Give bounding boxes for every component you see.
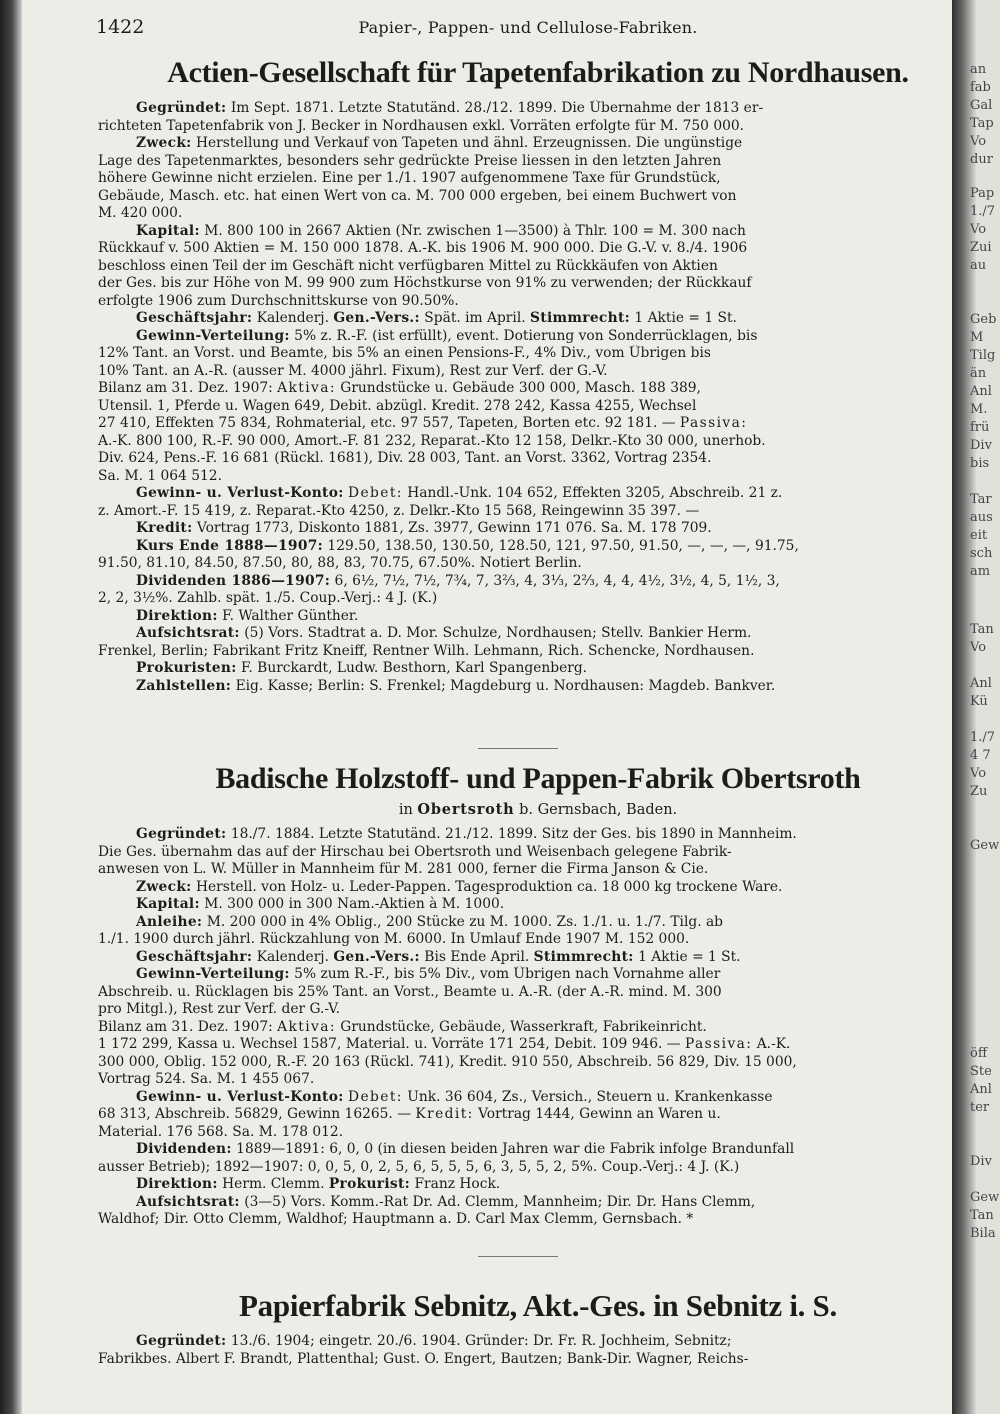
running-title: Papier-, Pappen- und Cellulose-Fabriken. (358, 18, 698, 37)
text-line: Gewinn-Verteilung: 5% z. R.-F. (ist erfüllt), event. Dotierung von Sonderrücklagen, bis (136, 327, 758, 344)
text-line: Frenkel, Berlin; Fabrikant Fritz Kneiff, Rentner Wilh. Lehmann, Rich. Schencke, Nordhausen. (98, 642, 755, 659)
margin-fragment: dur (970, 152, 993, 167)
text-line: pro Mitgl.), Rest zur Verf. der G.-V. (98, 1001, 341, 1017)
text-line: Utensil. 1, Pferde u. Wagen 649, Debit. abzügl. Kredit. 278 242, Kassa 4255, Wechsel (98, 397, 697, 414)
text-line: Zweck: Herstellung und Verkauf von Tapeten und ähnl. Erzeugnissen. Die ungünstige (136, 135, 743, 151)
text-line: 68 313, Abschreib. 56829, Gewinn 16265. — Kredit: Vortrag 1444, Gewinn an Waren u. (98, 1106, 721, 1122)
text-line: Gewinn- u. Verlust-Konto: Debet: Handl.-Unk. 104 652, Effekten 3205, Abschreib. 21 z. (136, 485, 783, 501)
margin-fragment: Tan (970, 1208, 994, 1223)
text-line: beschloss einen Teil der im Geschäft nicht verfügbaren Mittel zu Rückkäufen von Aktien (98, 257, 718, 274)
text-line: Kurs Ende 1888—1907: 129.50, 138.50, 130.50, 128.50, 121, 97.50, 91.50, —, —, —, 91.75, (136, 537, 799, 554)
margin-fragment: Bila (970, 1226, 996, 1241)
margin-fragment: Tar (970, 492, 992, 507)
text-line: Geschäftsjahr: Kalenderj. Gen.-Vers.: Spät. im April. Stimmrecht: 1 Aktie = 1 St. (136, 310, 737, 326)
margin-fragment: Pap (970, 186, 995, 201)
margin-fragment: Div (970, 438, 992, 453)
text-line: Aufsichtsrat: (5) Vors. Stadtrat a. D. Mor. Schulze, Nordhausen; Stellv. Bankier Herm. (136, 625, 752, 641)
text-line: Zweck: Herstell. von Holz- u. Leder-Pappen. Tagesproduktion ca. 18 000 kg trockene Ware. (136, 878, 783, 895)
margin-fragment: Gew (970, 1190, 1000, 1205)
text-line: 1 172 299, Kassa u. Wechsel 1587, Material. u. Vorräte 171 254, Debit. 109 946. — Passiva: A.-K. (98, 1036, 791, 1052)
margin-fragment: aus (970, 510, 993, 525)
margin-fragment: Vo (970, 640, 987, 655)
text-line: Aufsichtsrat: (3—5) Vors. Komm.-Rat Dr. Ad. Clemm, Mannheim; Dir. Dr. Hans Clemm, (136, 1193, 756, 1210)
text-line: Direktion: F. Walther Günther. (136, 607, 359, 624)
text-line: 2, 2, 3½%. Zahlb. spät. 1./5. Coup.-Verj.: 4 J. (K.) (98, 590, 438, 606)
text-line: Gegründet: Im Sept. 1871. Letzte Statutänd. 28./12. 1899. Die Übernahme der 1813 er- (136, 100, 764, 116)
text-line: Dividenden: 1889—1891: 6, 0, 0 (in diesen beiden Jahren war die Fabrik infolge Brandunfall (136, 1141, 795, 1157)
text-line: Gewinn- u. Verlust-Konto: Debet: Unk. 36 604, Zs., Versich., Steuern u. Krankenkasse (136, 1088, 773, 1105)
text-line: 10% Tant. an A.-R. (ausser M. 4000 jährl. Fixum), Rest zur Verf. der G.-V. (98, 362, 608, 379)
margin-fragment: ter (970, 1100, 990, 1115)
text-line: Gegründet: 13./6. 1904; eingetr. 20./6. 1904. Gründer: Dr. Fr. R. Jochheim, Sebnitz; (136, 1333, 732, 1349)
margin-fragment: Zui (970, 240, 992, 255)
text-line: 12% Tant. an Vorst. und Beamte, bis 5% an einen Pensions-F., 4% Div., vom Übrigen bis (98, 345, 711, 361)
subtitle-prefix: in (398, 802, 413, 818)
text-line: Lage des Tapetenmarktes, besonders sehr gedrückte Preise liessen in den letzten Jahren (98, 152, 722, 169)
margin-fragment: Div (970, 1154, 992, 1169)
text-line: Anleihe: M. 200 000 in 4% Oblig., 200 Stücke zu M. 1000. Zs. 1./1. u. 1./7. Tilg. ab (136, 913, 724, 930)
margin-fragment: Anl (970, 1082, 992, 1097)
text-line: anwesen von L. W. Müller in Mannheim für M. 281 000, ferner die Firma Janson & Cie. (98, 861, 709, 877)
text-line: Die Ges. übernahm das auf der Hirschau bei Obertsroth und Weisenbach gelegene Fabrik- (98, 843, 732, 860)
margin-fragment: 1./7 (970, 730, 996, 745)
margin-fragment: Ste (970, 1064, 992, 1079)
text-line: Zahlstellen: Eig. Kasse; Berlin: S. Frenkel; Magdeburg u. Nordhausen: Magdeb. Bankver. (136, 677, 776, 694)
text-line: 300 000, Oblig. 152 000, R.-F. 20 163 (Rückl. 741), Kredit. 910 550, Abschreib. 56 829, Div. 15 000, (98, 1053, 797, 1070)
text-line: Gebäude, Masch. etc. hat einen Wert von ca. M. 700 000 ergeben, bei einem Buchwert von (98, 187, 737, 204)
text-line: richteten Tapetenfabrik von J. Becker in Nordhausen exkl. Vorräten erfolgte für M. 750 000. (98, 117, 745, 134)
text-line: Fabrikbes. Albert F. Brandt, Plattenthal; Gust. O. Engert, Bautzen; Bank-Dir. Wagner, Reichs- (98, 1350, 749, 1367)
text-line: M. 420 000. (98, 205, 183, 221)
margin-fragment: 1./7 (970, 204, 996, 219)
margin-fragment: eit (970, 528, 988, 543)
text-line: Waldhof; Dir. Otto Clemm, Waldhof; Hauptmann a. D. Carl Max Clemm, Gernsbach. * (98, 1211, 694, 1227)
running-head (96, 16, 960, 44)
section-divider (478, 1256, 558, 1257)
subtitle-suffix: b. Gernsbach, Baden. (519, 802, 678, 818)
text-line: erfolgte 1906 zum Durchschnittskurse von 90.50%. (98, 292, 459, 309)
margin-fragment: Gew (970, 838, 1000, 853)
margin-fragment: öff (970, 1046, 988, 1061)
margin-fragment: bis (970, 456, 990, 471)
margin-fragment: au (970, 258, 987, 273)
entry-subtitle (98, 801, 978, 818)
margin-fragment: Gal (970, 98, 993, 113)
text-line: Abschreib. u. Rücklagen bis 25% Tant. an Vorst., Beamte u. A.-R. (der A.-R. mind. M. 300 (98, 983, 722, 1000)
text-line: Gegründet: 18./7. 1884. Letzte Statutänd. 21./12. 1899. Sitz der Ges. bis 1890 in Mannheim. (136, 826, 797, 842)
text-line: Dividenden 1886—1907: 6, 6½, 7½, 7½, 7¾, 7, 3⅔, 4, 3⅓, 2⅔, 4, 4, 4½, 3½, 4, 5, 1½, 3, (136, 572, 780, 589)
entry-title: Papierfabrik Sebnitz, Akt.-Ges. in Sebnitz i. S. (239, 1288, 837, 1323)
margin-fragment: am (970, 564, 991, 579)
margin-fragment: än (970, 366, 987, 381)
subtitle-place: Obertsroth (417, 801, 515, 818)
text-line: Bilanz am 31. Dez. 1907: Aktiva: Grundstücke u. Gebäude 300 000, Masch. 188 389, (98, 380, 701, 396)
entry-body (98, 100, 978, 695)
text-line: z. Amort.-F. 15 419, z. Reparat.-Kto 4250, z. Delkr.-Kto 15 568, Reingewinn 35 397. — (98, 502, 700, 519)
margin-fragment: Tan (970, 622, 994, 637)
binding-gutter (0, 0, 22, 1414)
margin-fragment: Anl (970, 384, 992, 399)
entry-body (98, 826, 978, 1229)
margin-fragment: Vo (970, 766, 987, 781)
margin-fragment: Tilg (970, 348, 996, 363)
margin-fragment: sch (970, 546, 993, 561)
text-line: höhere Gewinne nicht erzielen. Eine per 1./1. 1907 aufgenommene Taxe für Grundstück, (98, 170, 721, 186)
text-line: der Ges. bis zur Höhe von M. 99 900 zum Höchstkurse von 91% zu verwenden; der Rückkauf (98, 275, 752, 291)
entry-title: Badische Holzstoff- und Pappen-Fabrik Obertsroth (215, 762, 861, 795)
text-line: Kapital: M. 300 000 in 300 Nam.-Aktien à M. 1000. (136, 896, 505, 912)
text-line: Bilanz am 31. Dez. 1907: Aktiva: Grundstücke, Gebäude, Wasserkraft, Fabrikeinricht. (98, 1018, 707, 1035)
margin-fragment: M. (970, 402, 988, 417)
text-line: Gewinn-Verteilung: 5% zum R.-F., bis 5% Div., vom Übrigen nach Vornahme aller (136, 966, 721, 982)
text-line: Div. 624, Pens.-F. 16 681 (Rückl. 1681), Div. 28 003, Tant. an Vorst. 3362, Vortrag 2354. (98, 450, 712, 466)
margin-fragment: Tap (970, 116, 994, 131)
text-line: Rückkauf v. 500 Aktien = M. 150 000 1878. A.-K. bis 1906 M. 900 000. Die G.-V. v. 8./4. 1906 (98, 240, 748, 256)
margin-fragment: an (970, 62, 987, 77)
text-line: 27 410, Effekten 75 834, Rohmaterial, etc. 97 557, Tapeten, Borten etc. 92 181. — Passiva: (98, 415, 748, 431)
margin-fragment: Kü (970, 694, 988, 709)
text-line: 91.50, 81.10, 84.50, 87.50, 80, 88, 83, 70.75, 67.50%. Notiert Berlin. (98, 555, 582, 571)
margin-fragment: Vo (970, 222, 987, 237)
margin-fragment: fab (970, 80, 991, 95)
margin-fragment: Geb (970, 312, 997, 327)
entry-body (98, 1333, 978, 1368)
text-line: Direktion: Herm. Clemm. Prokurist: Franz Hock. (136, 1176, 501, 1192)
margin-fragment: 4 7 (970, 748, 991, 763)
text-line: Prokuristen: F. Burckardt, Ludw. Besthorn, Karl Spangenberg. (136, 660, 588, 676)
text-line: Material. 176 568. Sa. M. 178 012. (98, 1123, 344, 1140)
text-line: Vortrag 524. Sa. M. 1 455 067. (98, 1071, 315, 1087)
page-number: 1422 (96, 16, 145, 38)
text-line: 1./1. 1900 durch jährl. Rückzahlung von M. 6000. In Umlauf Ende 1907 M. 152 000. (98, 931, 690, 947)
text-line: Kredit: Vortrag 1773, Diskonto 1881, Zs. 3977, Gewinn 171 076. Sa. M. 178 709. (136, 520, 712, 536)
margin-fragment: Vo (970, 134, 987, 149)
text-line: Sa. M. 1 064 512. (98, 467, 222, 484)
text-line: Geschäftsjahr: Kalenderj. Gen.-Vers.: Bis Ende April. Stimmrecht: 1 Aktie = 1 St. (136, 948, 741, 965)
margin-fragment: Anl (970, 676, 992, 691)
entry-title: Actien-Gesellschaft für Tapetenfabrikation zu Nordhausen. (167, 56, 909, 89)
margin-fragment: M (970, 330, 984, 345)
text-line: A.-K. 800 100, R.-F. 90 000, Amort.-F. 81 232, Reparat.-Kto 12 158, Delkr.-Kto 30 000, unerhob. (98, 432, 766, 449)
margin-fragment: Zu (970, 784, 988, 799)
section-divider (478, 748, 558, 749)
margin-fragment: frü (970, 420, 990, 435)
text-line: ausser Betrieb); 1892—1907: 0, 0, 5, 0, 2, 5, 6, 5, 5, 5, 6, 3, 5, 5, 2, 5%. Coup.-Verj.: 4 J. (K.) (98, 1158, 740, 1175)
text-line: Kapital: M. 800 100 in 2667 Aktien (Nr. zwischen 1—3500) à Thlr. 100 = M. 300 nach (136, 222, 746, 239)
